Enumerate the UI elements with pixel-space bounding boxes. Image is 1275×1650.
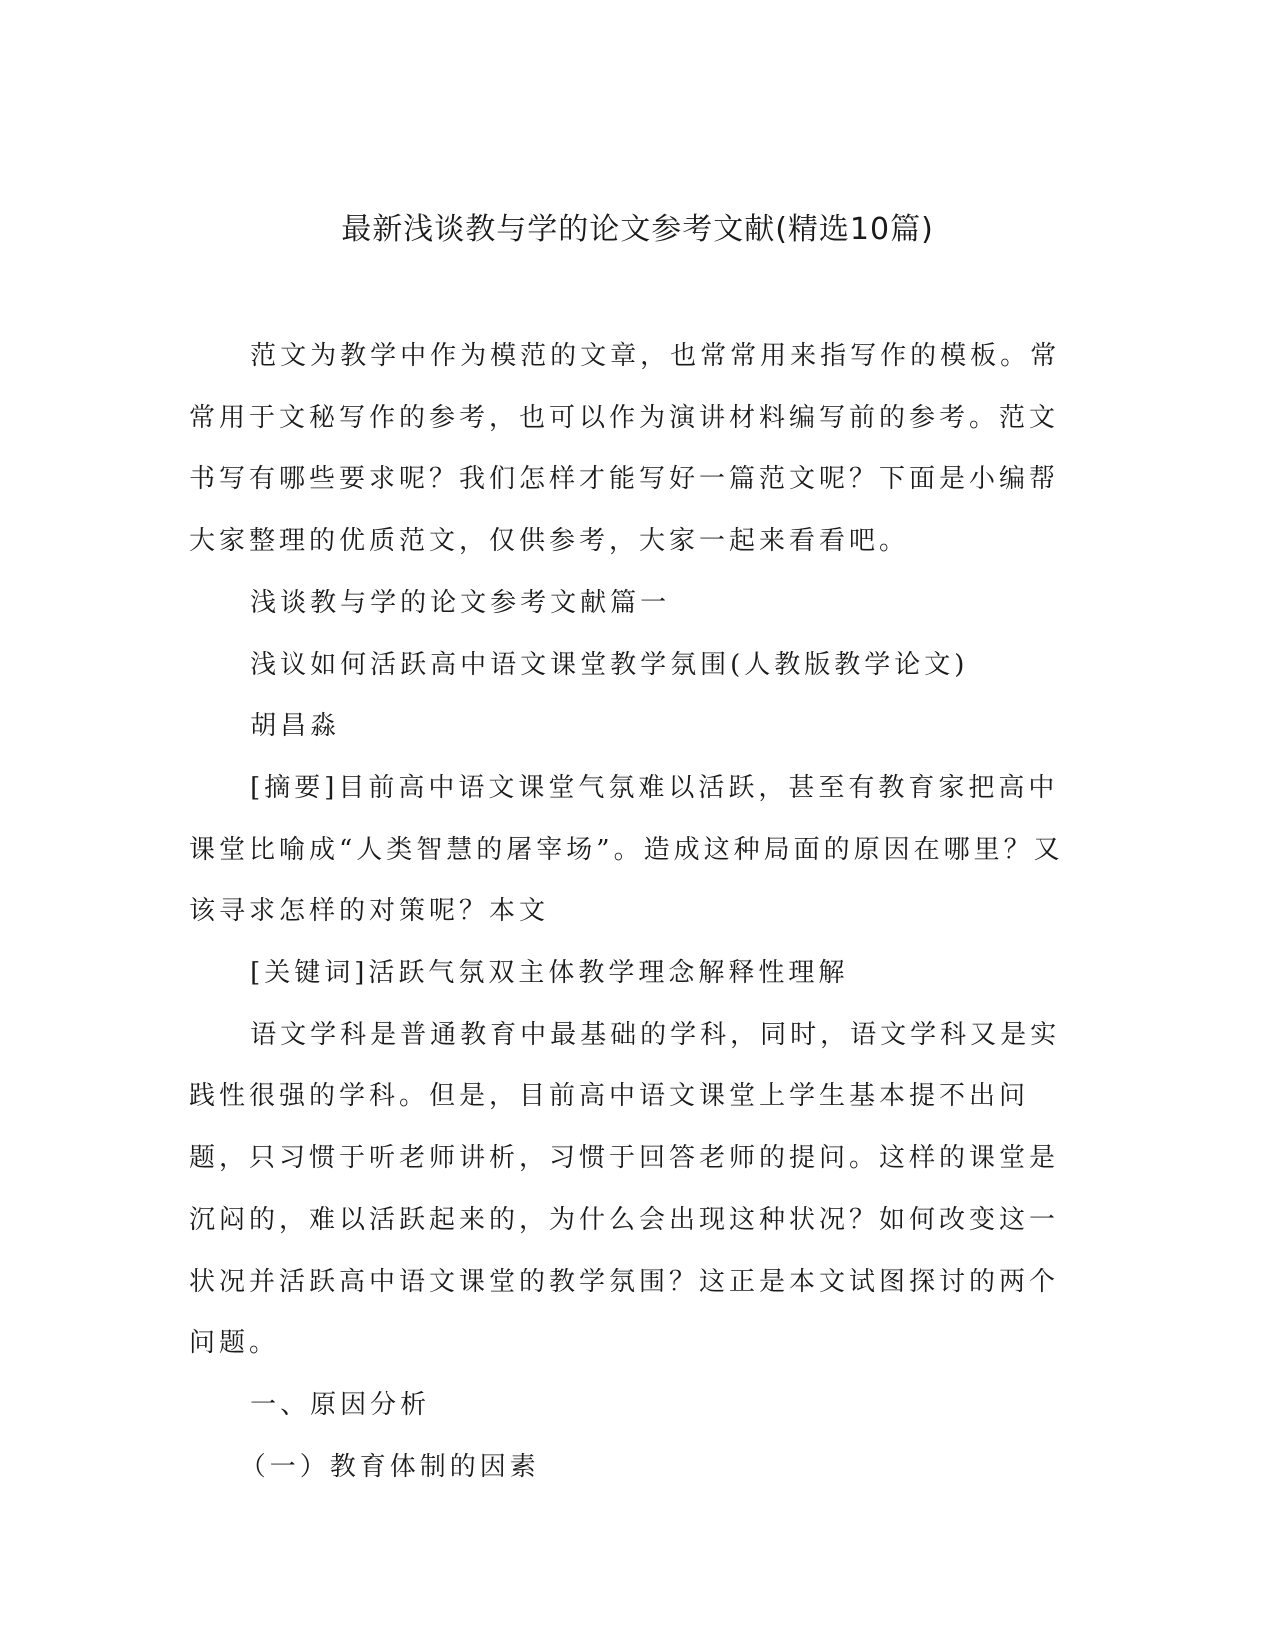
intro-paragraph: 范文为教学中作为模范的文章，也常常用来指写作的模板。常常用于文秘写作的参考，也可以作为演讲材料编写前的参考。范文书写有哪些要求呢？我们怎样才能写好一篇范文呢？下面是小编帮大家整理的优质范文，仅供参考，大家一起来看看吧。	[189, 341, 1061, 557]
body-paragraph: 语文学科是普通教育中最基础的学科，同时，语文学科又是实践性很强的学科。但是，目前高中语文课堂上学生基本提不出问题，只习惯于听老师讲析，习惯于回答老师的提问。这样的课堂是沉闷的，难以活跃起来的，为什么会出现这种状况？如何改变这一状况并活跃高中语文课堂的教学氛围？这正是本文试图探讨的两个问题。	[189, 1019, 1061, 1359]
article-author: 胡昌淼	[250, 711, 341, 742]
subsection-item: （一）教育体制的因素	[239, 1451, 540, 1482]
article-title: 浅议如何活跃高中语文课堂教学氛围(人教版教学论文)	[250, 649, 969, 680]
document-body	[189, 326, 1086, 1498]
keywords-paragraph: [关键词]活跃气氛双主体教学理念解释性理解	[250, 958, 849, 989]
section-heading: 浅谈教与学的论文参考文献篇一	[250, 587, 671, 618]
document-title: 最新浅谈教与学的论文参考文献(精选10篇)	[341, 212, 934, 247]
subsection-heading: 一、原因分析	[250, 1389, 431, 1420]
abstract-paragraph: [摘要]目前高中语文课堂气氛难以活跃，甚至有教育家把高中课堂比喻成“人类智慧的屠宰场”。造成这种局面的原因在哪里？又该寻求怎样的对策呢？本文	[189, 772, 1064, 927]
